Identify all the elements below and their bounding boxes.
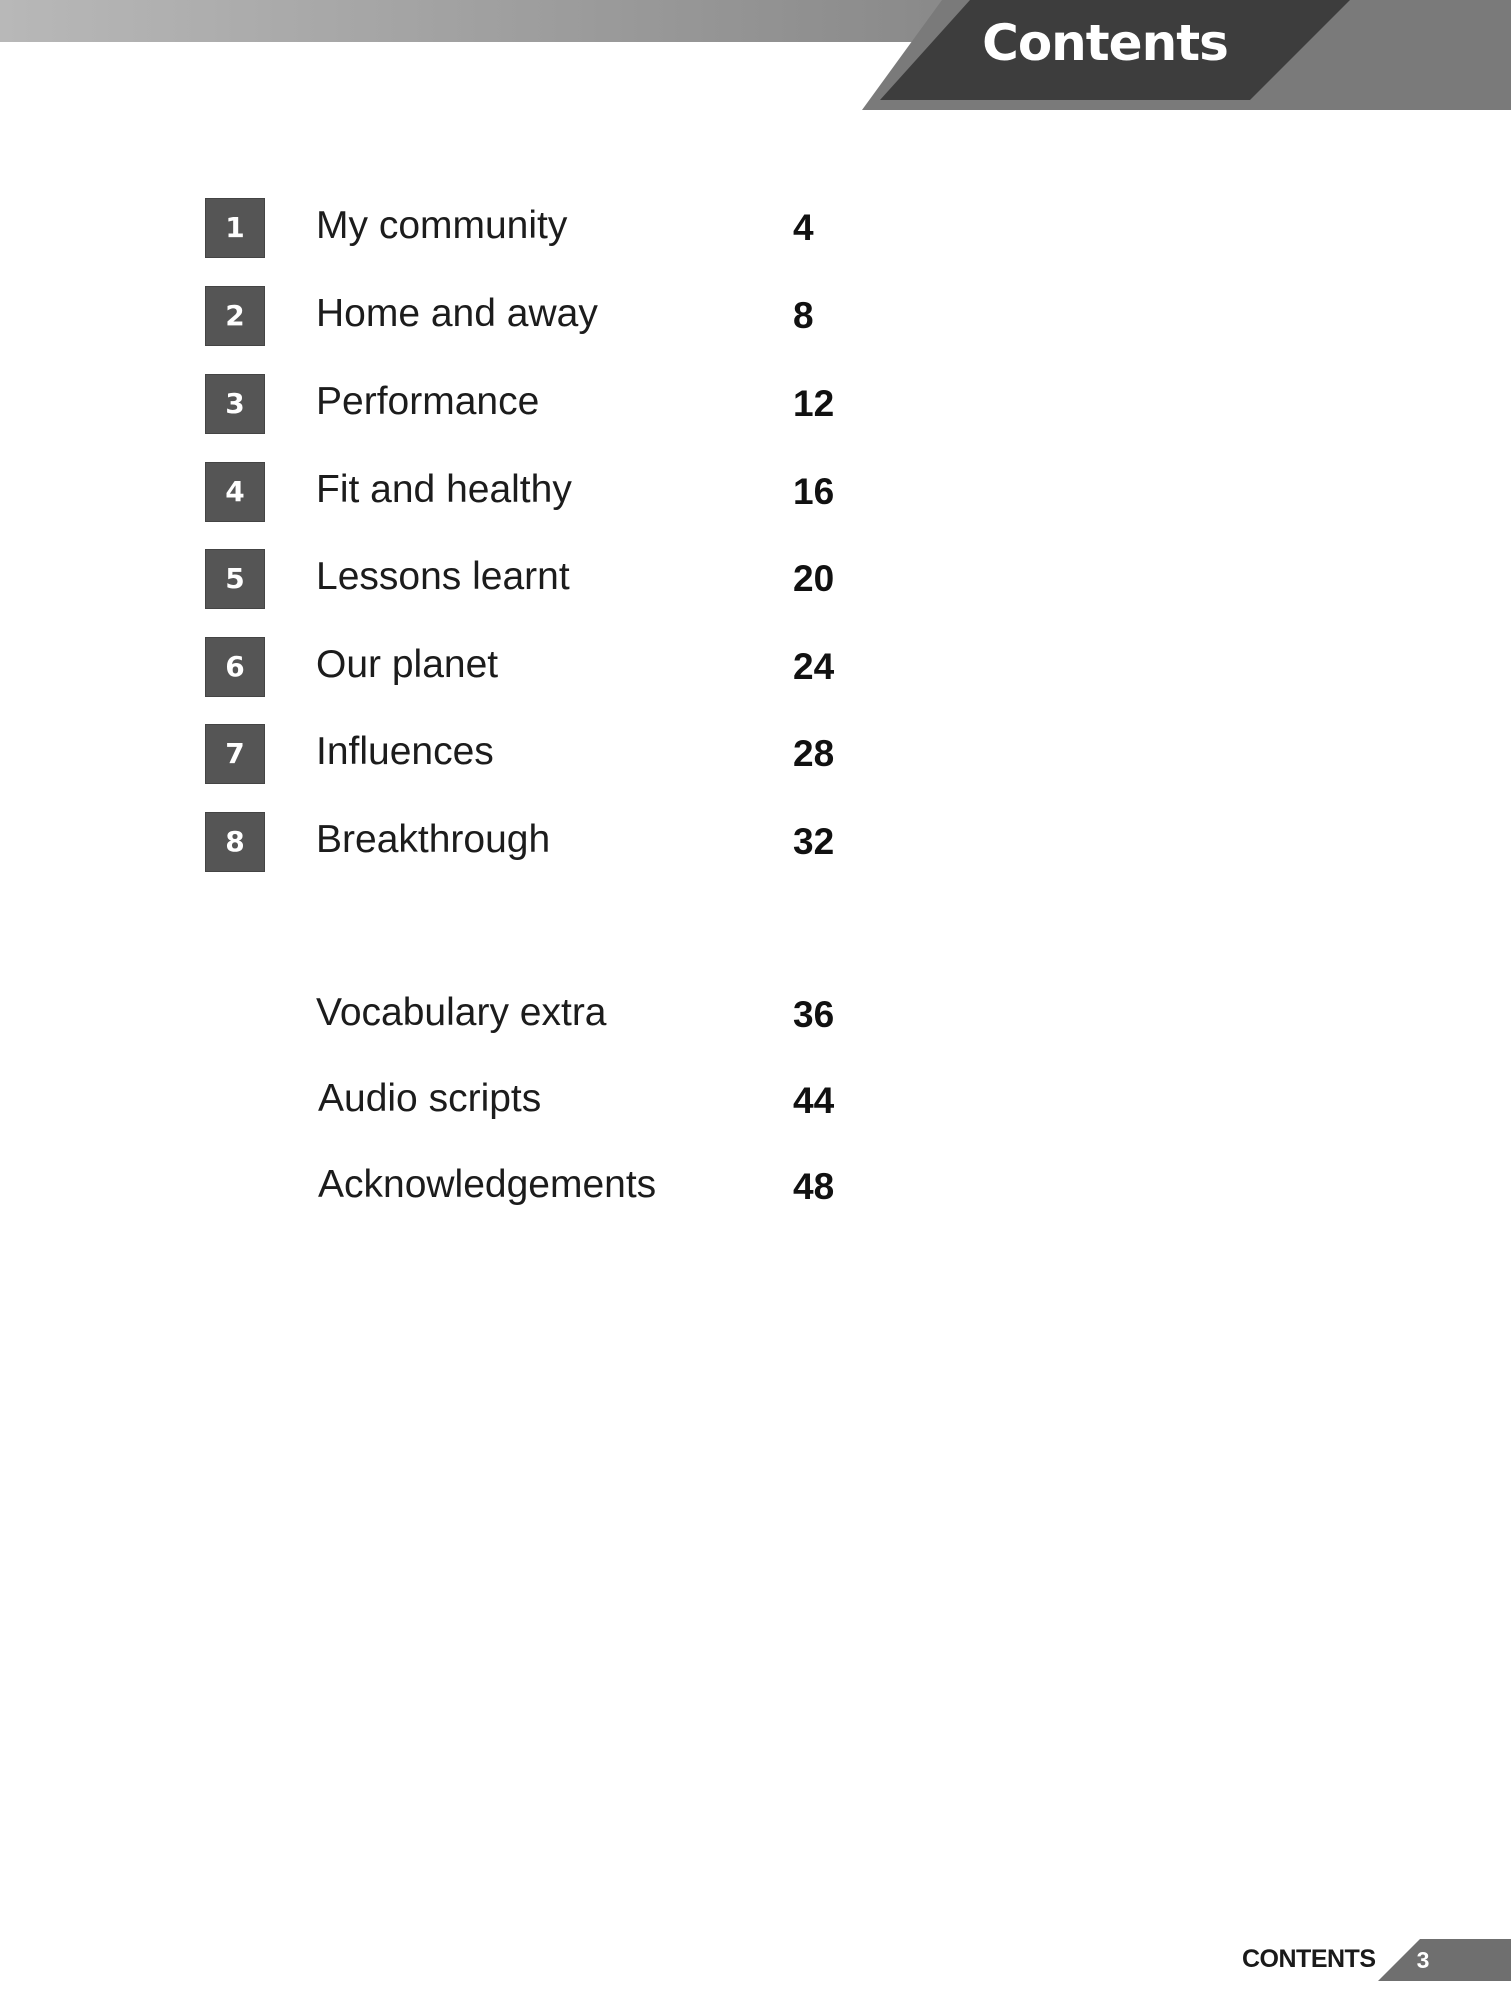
unit-page-number: 12 (793, 383, 835, 424)
unit-number-badge: 8 (205, 812, 265, 872)
toc-extra-audio-scripts[interactable] (205, 1071, 905, 1131)
toc-unit-4[interactable] (205, 462, 905, 522)
unit-page-number: 28 (793, 733, 835, 774)
footer-page-number: 3 (1416, 1947, 1430, 1973)
toc-unit-7[interactable] (205, 724, 905, 784)
unit-number-badge: 5 (205, 549, 265, 609)
unit-number-badge: 3 (205, 374, 265, 434)
unit-title: Fit and healthy (316, 468, 572, 511)
extra-title: Vocabulary extra (316, 991, 607, 1034)
unit-number-badge: 4 (205, 462, 265, 522)
unit-title: Home and away (316, 292, 598, 335)
unit-number-badge: 7 (205, 724, 265, 784)
unit-number-badge: 2 (205, 286, 265, 346)
unit-title: Breakthrough (316, 818, 551, 861)
toc-unit-2[interactable] (205, 286, 905, 346)
extra-title: Audio scripts (318, 1077, 542, 1120)
footer-page-tab (1378, 1939, 1511, 1981)
extra-page-number: 36 (793, 994, 835, 1035)
toc-extra-vocabulary[interactable] (205, 985, 905, 1045)
toc-unit-3[interactable] (205, 374, 905, 434)
unit-page-number: 24 (793, 646, 835, 687)
toc-unit-1[interactable] (205, 198, 905, 258)
unit-number-badge: 1 (205, 198, 265, 258)
extra-page-number: 44 (793, 1080, 835, 1121)
toc-unit-8[interactable] (205, 812, 905, 872)
unit-title: Our planet (316, 643, 499, 686)
unit-page-number: 16 (793, 471, 835, 512)
toc-unit-5[interactable] (205, 549, 905, 609)
unit-title: Lessons learnt (316, 555, 570, 598)
unit-page-number: 32 (793, 821, 835, 862)
unit-title: Influences (316, 730, 494, 773)
unit-page-number: 4 (793, 207, 814, 248)
footer-section-label: CONTENTS (1242, 1945, 1376, 1973)
extra-page-number: 48 (793, 1166, 835, 1207)
unit-number-badge: 6 (205, 637, 265, 697)
page-title: Contents (982, 14, 1228, 72)
extra-title: Acknowledgements (318, 1163, 657, 1206)
unit-page-number: 8 (793, 295, 814, 336)
unit-title: Performance (316, 380, 540, 423)
unit-page-number: 20 (793, 558, 835, 599)
toc-unit-6[interactable] (205, 637, 905, 697)
toc-extra-acknowledgements[interactable] (205, 1157, 905, 1217)
unit-title: My community (316, 204, 568, 247)
